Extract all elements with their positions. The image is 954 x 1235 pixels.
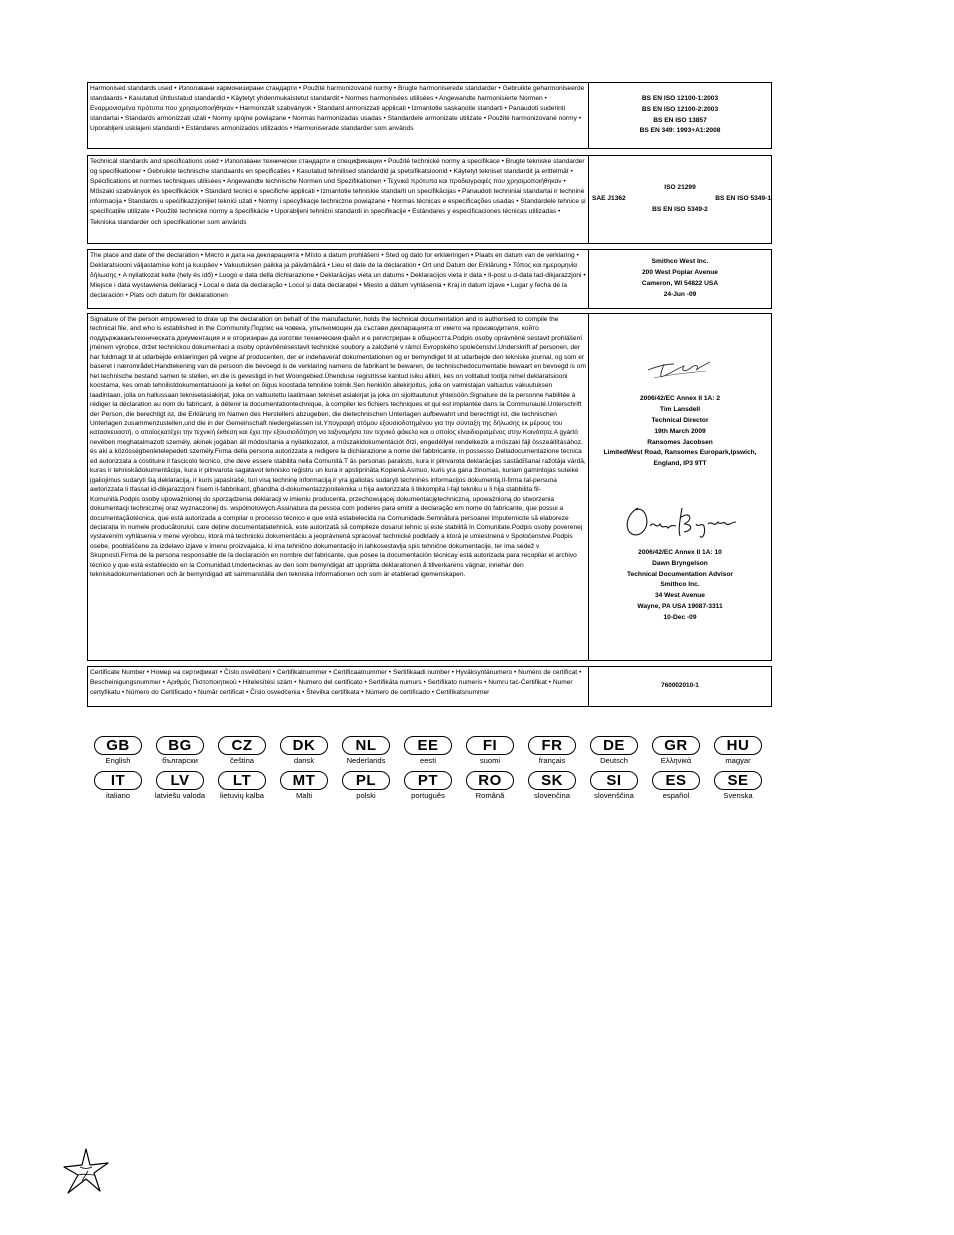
language-code-badge: EE bbox=[404, 736, 452, 755]
sig2-line: 2006/42/EC Annex II 1A: 10 bbox=[638, 549, 722, 556]
language-item bbox=[341, 771, 391, 800]
language-code-badge: SE bbox=[714, 771, 762, 790]
language-name: latviešu valoda bbox=[154, 791, 206, 800]
language-name: Malti bbox=[295, 791, 313, 800]
language-item bbox=[155, 771, 205, 800]
certificate-number: 760002010-1 bbox=[661, 682, 699, 690]
language-name: magyar bbox=[725, 756, 751, 765]
language-item bbox=[155, 736, 205, 765]
language-name: Svenska bbox=[723, 791, 753, 800]
language-item bbox=[589, 736, 639, 765]
language-name: italiano bbox=[105, 791, 131, 800]
language-code-badge: BG bbox=[156, 736, 204, 755]
place-date-values bbox=[589, 250, 771, 308]
language-code-badge: PL bbox=[342, 771, 390, 790]
sig2-line: 34 West Avenue bbox=[655, 592, 705, 600]
language-name: Română bbox=[475, 791, 505, 800]
place-date-block bbox=[87, 249, 772, 309]
place-line: Cameron, WI 54822 USA bbox=[641, 280, 719, 287]
language-code-badge: MT bbox=[280, 771, 328, 790]
technical-standards-values bbox=[589, 156, 771, 243]
language-item bbox=[93, 736, 143, 765]
language-item bbox=[589, 771, 639, 800]
language-code-badge: SK bbox=[528, 771, 576, 790]
language-item bbox=[713, 771, 763, 800]
language-name: slovenščina bbox=[594, 791, 634, 800]
language-name: eesti bbox=[419, 756, 437, 765]
harmonised-standards-values bbox=[589, 83, 771, 148]
language-item bbox=[527, 771, 577, 800]
language-item bbox=[713, 736, 763, 765]
language-item bbox=[279, 771, 329, 800]
language-code-badge: FI bbox=[466, 736, 514, 755]
language-name: Nederlands bbox=[346, 756, 386, 765]
technical-standards-label: Technical standards and specifications used • Използвани технически стандарти и спецификации • Použité technické normy a specifikace • Brugte tekniske standarder og specifikationer • Gebruikte technische standaards en specificaties • Kasutatud tehnilised standardid ja spetsifikatsioonid • Käytetyt tekniset standardit ja erittelmät • Spécifications et normes techniques utilisées • Angewandte technische Normen und Spezifikationen • Τεχνικά πρότυπα και προδιαγραφές που χρησιμοποιήθηκαν • Műszaki szabványok és specifikációk • Standard tecnici e specifiche applicati • Izmantotie tehniskie standarti un specifikācijas • Panaudoti techniniai standartai ir techninė informacija • Standards u speċifikazzjonijiet tekniċi użati • Normy i specyfikacje techniczne powiązane • Normas técnicas e especificações usadas • Standardele tehnice și specificațiile utilizate • Použité technické normy a špecifikácie • Uporabljeni tehnični standardi in specifikacije • Estándares y especificaciones técnicas utilizadas • Tekniska standarder och specifikationer som används bbox=[88, 156, 589, 243]
language-code-badge: GB bbox=[94, 736, 142, 755]
sae-value: SAE J1362 bbox=[592, 195, 626, 203]
sig2-line: Technical Documentation Advisor bbox=[627, 570, 733, 578]
place-line: Smithco West Inc. bbox=[651, 258, 709, 266]
language-code-badge: CZ bbox=[218, 736, 266, 755]
sig1-line: Technical Director bbox=[651, 417, 709, 425]
harmonised-standards-label: Harmonised standards used • Използвани хармонизирани стандарти • Použité harmonizované normy • Brugte harmoniserede standarder • Gebruikte geharmoniseerde standaards • Kasutatud ühtlustatud standardid • Käytetyt yhdenmukaistetut standardit • Normes harmonisées utilisées • Angewandte harmonisierte Normen • Εναρμονισμένα πρότυπα που χρησιμοποιήθηκαν • Harmonizált szabványok • Standard armonizzati applicati • Izmantotie saskaņotie standarti • Panaudoti suderinti standartai • Standards armonizzati użati • Normy spójne powiązane • Normas harmonizadas usadas • Standardele armonizate utilizate • Použité harmonizované normy • Uporabljeni usklajeni standardi • Estándares armonizados utilizados • Harmoniserade standarder som används bbox=[88, 83, 589, 148]
language-item bbox=[93, 771, 143, 800]
sig1-line: Ransomes Jacobsen bbox=[647, 438, 713, 446]
sig1-line: England, IP3 9TT bbox=[653, 460, 707, 468]
signature-values bbox=[589, 314, 771, 660]
language-code-badge: RO bbox=[466, 771, 514, 790]
language-name: Ελληνικά bbox=[660, 756, 692, 765]
sig2-line: Dawn Bryngelson bbox=[652, 559, 708, 567]
language-name: suomi bbox=[479, 756, 501, 765]
sig2-line: Wayne, PA USA 19087-3311 bbox=[637, 602, 723, 610]
technical-standards-block bbox=[87, 155, 772, 244]
language-code-badge: PT bbox=[404, 771, 452, 790]
technical-row bbox=[589, 194, 771, 205]
certificate-block bbox=[87, 666, 772, 707]
language-code-badge: NL bbox=[342, 736, 390, 755]
language-item bbox=[279, 736, 329, 765]
signature-label: Signature of the person empowered to draw up the declaration on behalf of the manufacturer, holds the technical documentation and is authorised to compile the technical file, and who is established in the Community.Подпис на човека, упълномощен да състави декларацията от името на производителя, който поддържакакътехническата документация и е оторизиран да изготви техническия файл и е регистриран в общността.Podpis osoby oprávněné sestavit prohlášení jménem výrobce, držet technickou dokumentaci a osoby oprávněnésestavit technické soubory a založené v rámci Evropského společenství.Underskrift af personen, der har fuldmagt til at udarbejde erklæringen på vegne af producenten, der er indehaveraf dokumentationen og er bemyndiget til at udarbejde den tekniske journal, og som er baseret i nærområdet.Handtekening van de persoon die bevoegd is de verklaring namens de fabrikant te bewaren, de technischedocumentatie bewaart en bevoegd is om het technische bestand samen te stellen, en die is gevestigd in het Woongebied.Ühenduse registrisse kantud isiku allkiri, kes on volitatud tootja nimel deklaratsiooni koostama, kes omab tehnilistdokumentatsiooni ja kellel on õigus koostada tehniline toimik.Sen henkilön allekirjoitus, jolla on valmistajan valtuutus vakuutuksen laadintaan, jolla on hallussaan teknisetasiakirjat, joka on valtuutettu laatimaan tekniset asiakirjat ja joka on sijoittautunut yhteisöön.Signature de la personne habilitée à rédiger la déclaration au nom du fabricant, à détenir la documentationtechnique, à compiler les fichiers techniques et qui est implantée dans la Communauté.Unterschrift der Person, die berechtigt ist, die Erklärung im Namen des Herstellers abzugeben, die dietechnischen Unterlagen aufbewahrt und berechtigt ist, die technischen Unterlagen zusammenzustellen,und die in der Gemeinschaft niedergelassen ist.Υπογραφή ατόμου εξουσιοδοτημένου για την σύνταξη της δήλωσης εκ μέρους του κατασκευαστή, ο οποίοςκατέχει την τεχνική έκθεση και έχει την εξουσιοδότηση να ταξινομήσει τον τεχνικό φάκελο και ο οποίος είναιδιορισμένος στην Κοινότητα.A gyártó nevében meghatalmazott személy, akinek jogában áll módosítania a nyilatkozatot, a műszakidokumentációt őrzi, engedéllyel rendelkezik a műszaki fájl összeállításához, és aki a közösségbenletelepedett személy.Firma della persona autorizzata a redigere la dichiarazione a nome del fabbricante, in possesso Delladocumentazione tecnica ed autorizzata a costituire il fascicolo tecnico, che deve essere stabilita nella Comunità.T ās personas paraksts, kura ir pilnvarota deklarācijas sastādīšanai ražotāja vārdā, kuras ir tehniskādokumentācija, kura ir pilnvarota sagatavot tehnisko reģistru un kura ir apstiprināta Kopienā.Asmuo, kuris yra gana žinomas, kuriam gamintojas suteikė įgaliojimus sudaryti šią deklaraciją, ir kuris japasirašė, turi visą techninę informaciją ir yra įgaliotas sudaryti techninės informacijos dokumentą.Il-firma tal-persuna awtorizzata li tfassal id-dikjarazzjoni f'isem il-fabbrikant, għandha d-dokumentazzjoniteknika u hija awtorizzata li tikkompila l-fajl tekniku u li hija stabbilita fil-Komunità.Podpis osoby upoważnionej do sporządzenia deklaracji w imieniu producenta, przechowującej dokumentacjętechniczną, upoważnioną do stworzenia dokumentacji technicznej oraz wyznaczonej ds. wspólnotowych.Assinatura da pessoa com poderes para emitir a declaração em nome do fabricante, que possui a documentaçãotécnica, que está autorizada a compilar o processo técnico e que está estabelecida na Comunidade.Semnătura persoanei împuternicite să elaboreze declarația în numele producătorului, care deține documentațiatehnică, este autorizată să compileze dosarul tehnic și este stabilită în Comunitate.Podpis osoby poverenej vystavením vyhlásenia v mene výrobcu, ktorá má technickú dokumentáciu a jeoprávnená spracovať technické podklady a ktorá je umiestnená v Spoločenstve.Podpis osebe, pooblaščene za izdelavo izjave v imenu proizvajalca, ki ima tehnično dokumentacijo in lahkosestavlja spis tehnične dokumentacije, ter ima sedež v Skupnosti.Firma de la persona responsable de la declaración en nombre del fabricante, que posee la documentación técnicay está autorizada para recopilar el archivo técnico y que está establecido en la Comunidad.Undertecknas av den som bemyndigat att upprätta deklarationen å tillverkarens vägnar, innehar den tekniskadokumentationen och är bemyndigad att sammanställa den tekniska informationen och som är etablerad igemenskapen. bbox=[88, 314, 589, 660]
standard-value: BS EN ISO 12100-1:2003 bbox=[641, 94, 719, 102]
language-name: português bbox=[411, 791, 445, 800]
language-item bbox=[527, 736, 577, 765]
language-item bbox=[217, 736, 267, 765]
language-name: français bbox=[538, 756, 566, 765]
language-code-badge: LV bbox=[156, 771, 204, 790]
language-name: Deutsch bbox=[600, 756, 628, 765]
en5349-1-value: BS EN ISO 5349-1 bbox=[715, 195, 771, 203]
language-row-1 bbox=[93, 736, 763, 765]
standard-value: BS EN 349: 1993+A1:2008 bbox=[639, 127, 721, 135]
language-code-badge: ES bbox=[652, 771, 700, 790]
sig1-line: 2006/42/EC Annex II 1A: 2 bbox=[639, 395, 721, 403]
standard-value: BS EN ISO 13857 bbox=[653, 116, 707, 124]
language-code-badge: LT bbox=[218, 771, 266, 790]
iso-value: ISO 21299 bbox=[664, 184, 696, 192]
language-name: español bbox=[662, 791, 690, 800]
language-code-badge: SI bbox=[590, 771, 638, 790]
sig1-line: LimitedWest Road, Ransomes Europark,Ipswich, bbox=[603, 449, 757, 457]
language-item bbox=[465, 771, 515, 800]
en5349-2-value: BS EN ISO 5349-2 bbox=[652, 205, 708, 213]
sig2-line: 10-Dec -09 bbox=[663, 613, 697, 621]
language-code-badge: GR bbox=[652, 736, 700, 755]
language-item bbox=[465, 736, 515, 765]
language-name: lietuvių kalba bbox=[220, 791, 264, 800]
language-item bbox=[217, 771, 267, 800]
language-code-badge: HU bbox=[714, 736, 762, 755]
language-code-badge: DE bbox=[590, 736, 638, 755]
sig1-line: Tim Lansdell bbox=[659, 406, 701, 414]
place-date-label: The place and date of the declaration • Място и дата на декларацията • Místo a datum prohlášení • Sted og dato for erklæringen • Plaats en datum van de verklaring • Deklaratsiooni väljastamise koht ja kuupäev • Vakuutuksen paikka ja päivämäärä • Lieu et date de la déclaration • Ort und Datum der Erklärung • Τόπος και ημερομηνία δήλωσης • A nyilatkozat kelte (hely és idő) • Luogo e data della dichiarazione • Deklarācijas vieta un datums • Deklaracijos vieta ir data • Il-post u d-data tad-dikjarazzjoni • Miejsce i data wystawienia deklaracji • Local e data da declaração • Locul și data declarației • Miesto a dátum vyhlásenia • Kraj in datum izjave • Lugar y fecha de la declaración • Plats och datum för deklarationen bbox=[88, 250, 589, 308]
language-code-badge: FR bbox=[528, 736, 576, 755]
signature-tim-lansdell-icon bbox=[640, 352, 720, 382]
certificate-label: Certificate Number • Номер на сертификат • Číslo osvědčení • Certifikatnummer • Certificaatnummer • Sertifikaadi number • Hyväksyntänumero • Numéro de certificat • Bescheinigungsnummer • Αριθμός Πιστοποιητικού • Hitelesítési szám • Numero del certificato • Sertifikāta numurs • Sertifikato numeris • Numru taċ-Ċertifikat • Numer certyfikatu • Número do Certificado • Număr certificat • Číslo osvedčenia • Številka certifikata • Número de certificado • Certifikatsnummer bbox=[88, 667, 589, 706]
place-line: 200 West Poplar Avenue bbox=[642, 269, 718, 277]
language-item bbox=[403, 771, 453, 800]
sig1-line: 19th March 2009 bbox=[654, 427, 706, 435]
language-name: slovenčina bbox=[534, 791, 570, 800]
language-item bbox=[651, 736, 701, 765]
language-code-badge: DK bbox=[280, 736, 328, 755]
sig2-line: Smithco Inc. bbox=[660, 581, 700, 589]
language-row-2 bbox=[93, 771, 763, 800]
language-name: dansk bbox=[293, 756, 315, 765]
standard-value: BS EN ISO 12100-2:2003 bbox=[641, 105, 719, 113]
language-item bbox=[651, 771, 701, 800]
place-line: 24-Jun -09 bbox=[663, 290, 697, 298]
language-item bbox=[341, 736, 391, 765]
harmonised-standards-block bbox=[87, 82, 772, 149]
language-name: polski bbox=[356, 791, 376, 800]
language-name: English bbox=[105, 756, 131, 765]
language-name: български bbox=[162, 756, 198, 765]
signature-block bbox=[87, 313, 772, 661]
signature-dawn-bryngelson-icon bbox=[620, 500, 740, 544]
language-item bbox=[403, 736, 453, 765]
language-code-badge: IT bbox=[94, 771, 142, 790]
star-logo-icon bbox=[60, 1145, 112, 1197]
language-name: čeština bbox=[229, 756, 255, 765]
